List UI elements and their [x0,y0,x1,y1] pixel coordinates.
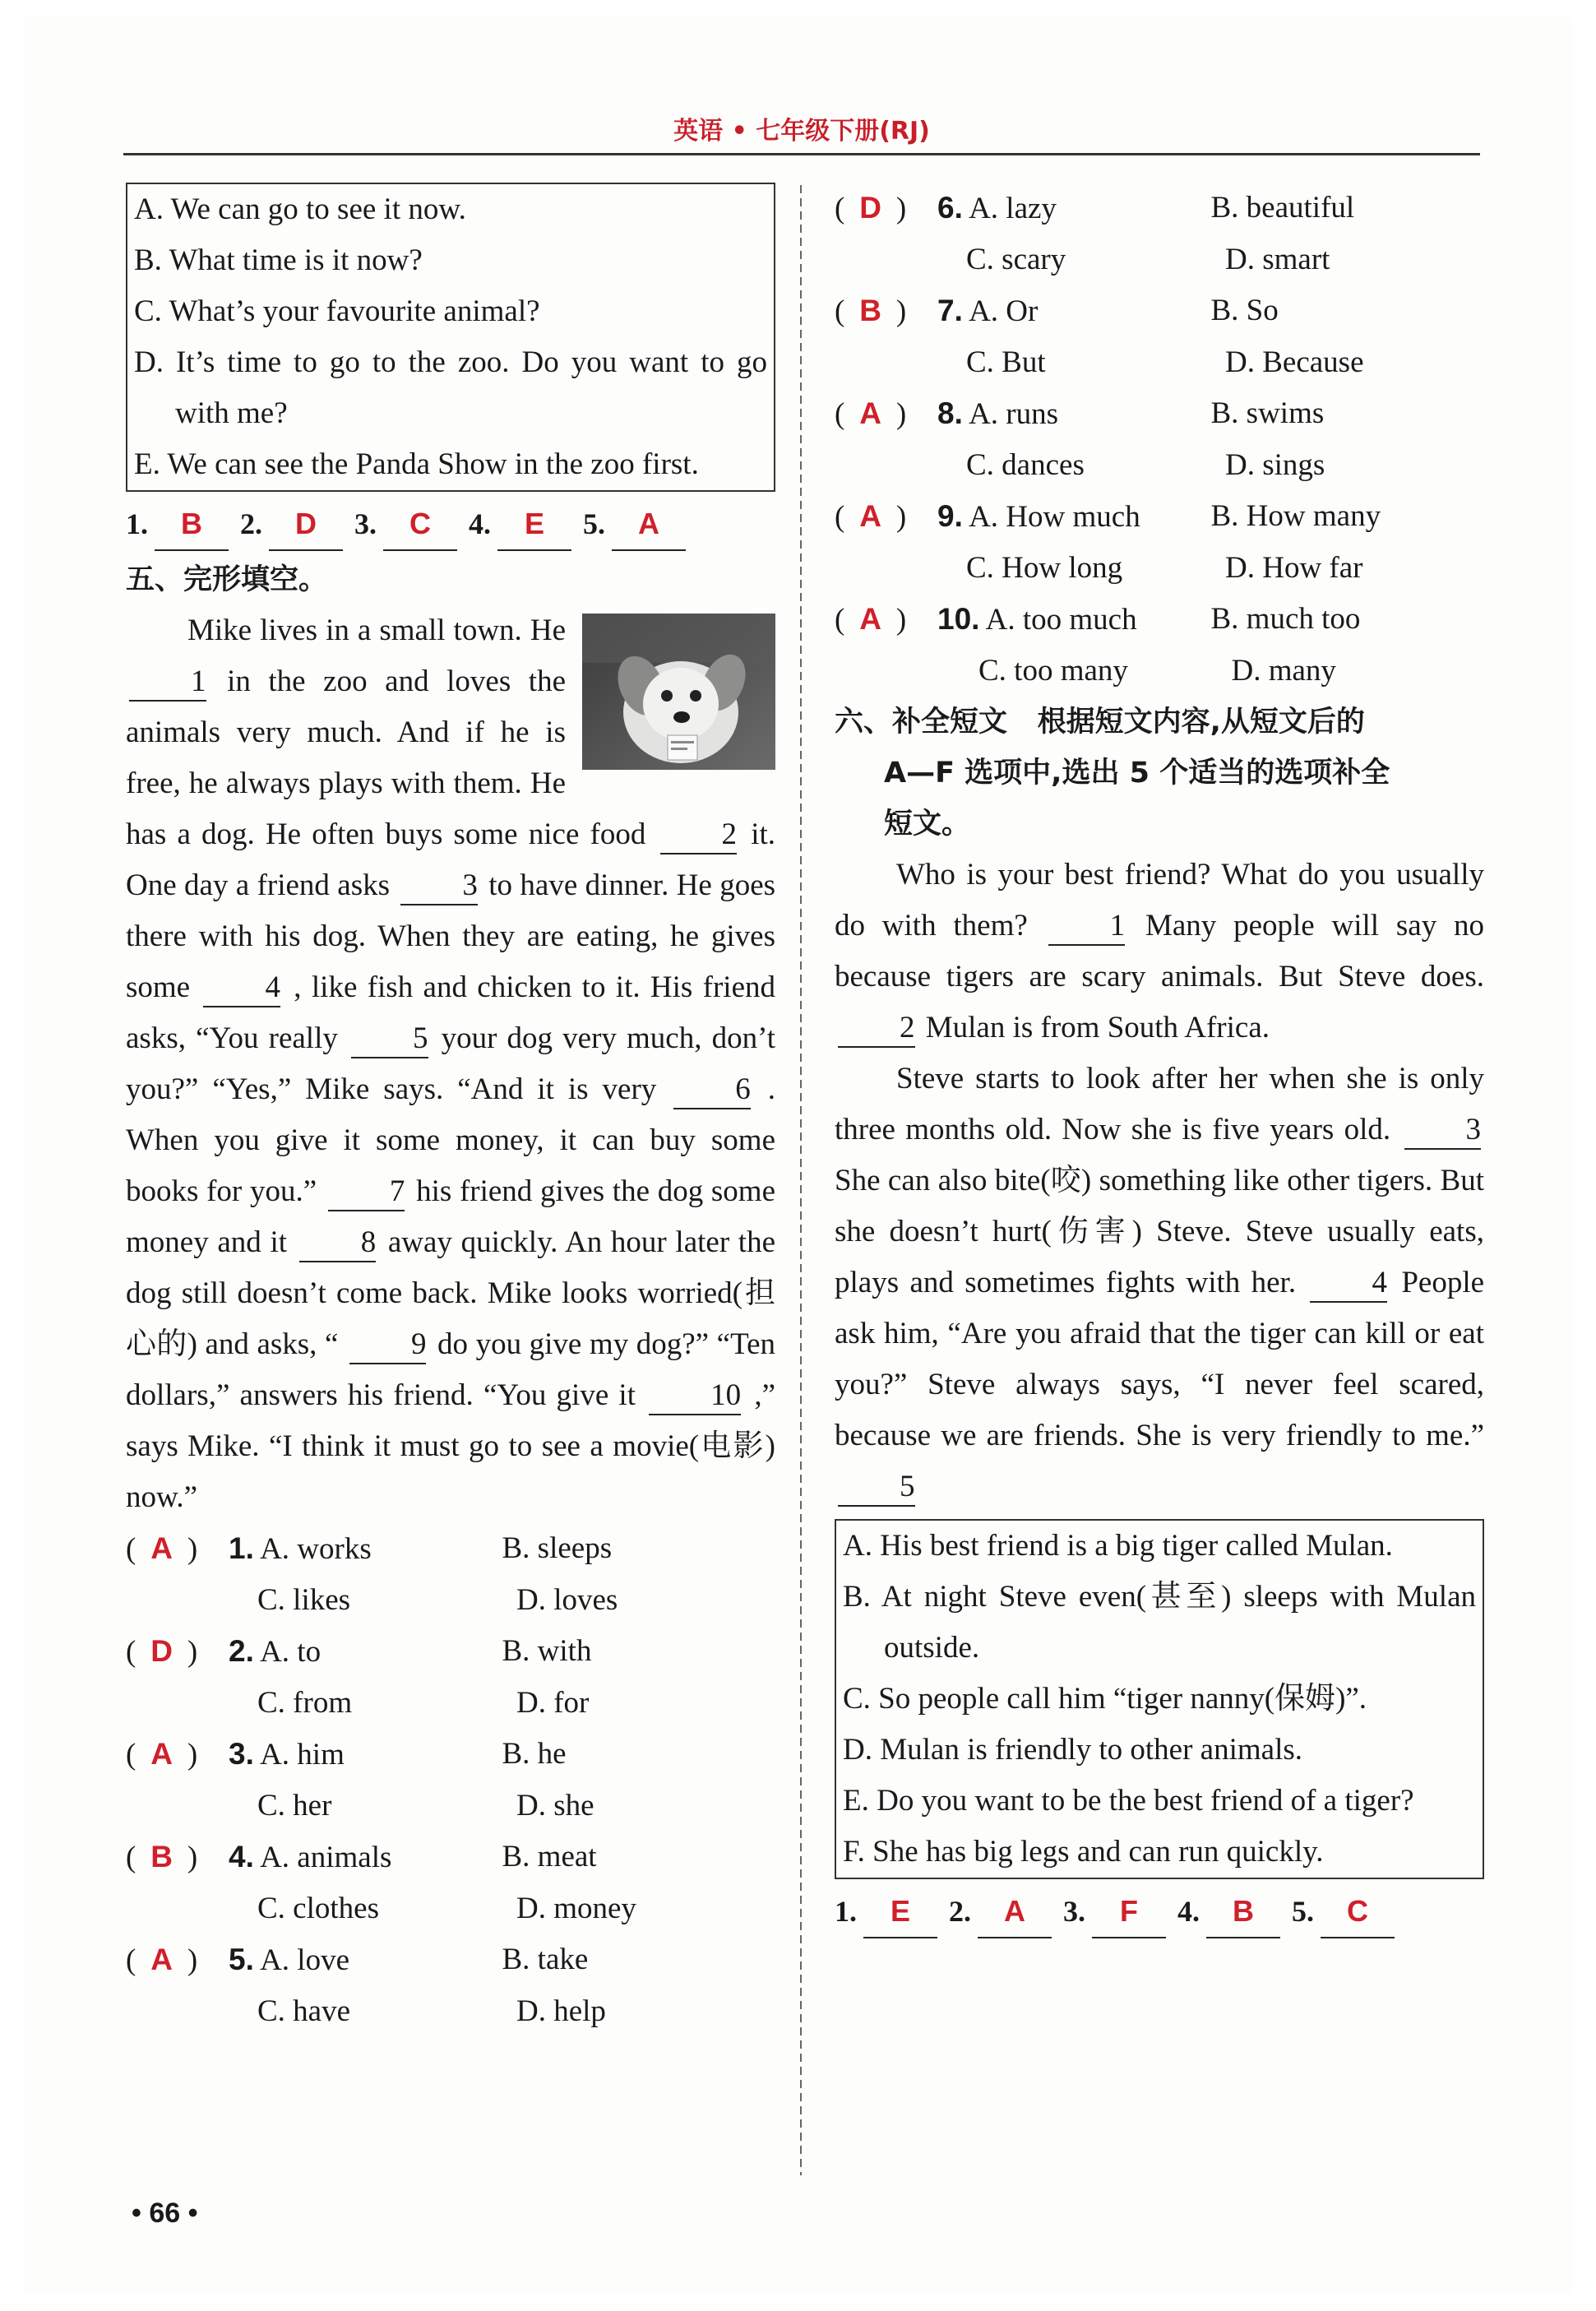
answer-number: 3. [354,507,377,540]
choice-a: A. runs [969,397,1059,431]
question-number: 4. [229,1840,254,1873]
choice-a: A. him [260,1738,345,1771]
choice-a: A. works [260,1532,372,1566]
answer-blank: B [1206,1886,1280,1938]
passage-text: in the zoo and loves the animals very much. And if he is free, he always plays with them. He has a dog. He often buys some nice food [126,665,646,851]
question-number: 1. [229,1531,254,1565]
choice-c: C. her [257,1789,332,1822]
question-row: ( A ) 10. A. too much B. much too [835,594,1484,646]
choice-a: A. Or [969,294,1039,328]
choice-c: C. dances [966,448,1085,482]
choice-b: B. sleeps [502,1531,613,1565]
choice-b: B. How many [1210,499,1381,533]
question-row-cont [126,1575,775,1626]
cloze-blank: 3 [400,868,478,905]
reading-passage [835,850,1484,1054]
cloze-blank: 2 [660,817,738,854]
question-row: ( B ) 7. A. Or B. So [835,285,1484,337]
choice-c: C. How long [966,551,1123,585]
passage-text: do you give my dog?” “Ten dollars,” answers his friend. “You give it [126,1327,776,1412]
answer-blank: F [1092,1886,1166,1938]
answer-number: 4. [1177,1895,1200,1928]
choice-a: A. to [260,1635,322,1669]
passage-text: it. One day a friend asks [126,817,776,902]
passage-text: She can also bite(咬) something like other tigers. But she doesn’t hurt(伤害) Steve. Steve usually eats, plays and sometimes fights with her. [835,1164,1484,1299]
choice-b: B. much too [1210,602,1361,636]
choice-d: D. How far [1225,551,1363,585]
choice-c: C. from [257,1686,353,1720]
option-item: C. So people call him “tiger nanny(保姆)”. [843,1682,1367,1716]
cloze-blank: 6 [673,1072,751,1109]
question-row-cont [835,543,1484,594]
choice-a: A. animals [260,1841,392,1874]
choice-c: C. But [966,345,1046,379]
choice-c: C. clothes [257,1892,379,1925]
cloze-blank: 7 [328,1174,405,1211]
choice-a: A. too much [985,603,1137,637]
passage-text: his friend gives the dog some money and it [126,1174,776,1259]
choice-d: D. smart [1225,243,1330,276]
answer-blank: E [497,498,571,551]
choice-b: B. swims [1210,396,1325,430]
passage-text: People ask him, “Are you afraid that the tiger can kill or eat you?” Steve always says, “I never feel scared, because we are friends. She is very friendly to me.” [835,1266,1485,1452]
question-number: 2. [229,1634,254,1668]
answer-item [240,498,343,551]
answer-item [469,498,571,551]
choice-c: C. too many [978,654,1128,688]
question-number: 6. [937,191,963,225]
question-row-cont [835,234,1484,285]
question-row-cont [835,440,1484,491]
question-row: ( D ) 2. A. to B. with [126,1626,775,1678]
answer-row [126,498,775,551]
question-row: ( A ) 5. A. love B. take [126,1934,775,1986]
answer-number: 1. [126,507,148,540]
choice-b: B. with [502,1634,592,1668]
answer-item [835,1886,937,1938]
answer-letter: B [150,1840,173,1873]
option-item: B. At night Steve even(甚至) sleeps with Mulan outside. [843,1580,1476,1665]
passage-text: , like fish and chicken to it. His friend asks, “You really [126,970,776,1055]
question-number: 7. [937,294,963,327]
question-number: 9. [937,499,963,533]
question-number: 3. [229,1737,254,1771]
answer-item [1177,1886,1280,1938]
passage-blank: 5 [838,1469,915,1507]
choice-d: D. sings [1225,448,1325,482]
cloze-blank: 4 [203,970,280,1007]
answer-number: 2. [240,507,262,540]
option-item: D. Mulan is friendly to other animals. [843,1733,1303,1767]
answer-blank: E [863,1886,937,1938]
passage-text: to have dinner. He goes there with his dog. When they are eating, he gives some [126,868,776,1004]
answer-letter: A [859,602,881,636]
choice-d: D. she [516,1789,594,1822]
answer-letter: B [859,294,881,327]
header-rule [123,153,1480,155]
cloze-blank: 8 [299,1225,377,1262]
option-item: A. We can go to see it now. [134,192,466,226]
choice-b: B. So [1210,294,1279,327]
section-instruction: 根据短文内容,从短文后的 [1037,706,1365,739]
choice-b: B. he [502,1737,567,1771]
right-column [835,183,1484,1942]
section-title: 五、完形填空。 [126,563,328,596]
answer-number: 2. [949,1895,971,1928]
choice-c: C. scary [966,243,1066,276]
question-row: ( A ) 8. A. runs B. swims [835,388,1484,440]
answer-item [949,1886,1052,1938]
answer-number: 4. [469,507,491,540]
answer-item [1063,1886,1166,1938]
question-row-cont [835,337,1484,388]
page-number: • 66 • [132,2198,198,2229]
choice-d: D. many [1231,654,1336,688]
option-item: E. We can see the Panda Show in the zoo first. [134,447,699,481]
answer-letter: A [150,1531,173,1565]
answer-number: 5. [1292,1895,1314,1928]
question-number: 5. [229,1943,254,1976]
question-row: ( A ) 3. A. him B. he [126,1729,775,1781]
choice-a: A. How much [969,500,1140,534]
question-row-cont [126,1986,775,2037]
answer-letter: A [859,396,881,430]
question-list [835,183,1484,697]
section-title-label: 六、补全短文 [835,706,1008,739]
choice-d: D. Because [1225,345,1364,379]
answer-item [126,498,229,551]
option-item: B. What time is it now? [134,243,423,277]
passage-text: Mulan is from South Africa. [925,1011,1270,1044]
answer-row [835,1886,1484,1938]
question-row: ( A ) 9. A. How much B. How many [835,491,1484,543]
answer-blank: C [1321,1886,1395,1938]
answer-number: 3. [1063,1895,1085,1928]
option-item: D. It’s time to go to the zoo. Do you want to go with me? [134,345,767,430]
choice-a: A. love [260,1943,350,1977]
answer-letter: D [859,191,881,225]
cloze-blank: 10 [649,1378,741,1415]
question-row: ( A ) 1. A. works B. sleeps [126,1523,775,1575]
option-item: E. Do you want to be the best friend of a tiger? [843,1784,1414,1818]
passage-text: away quickly. An hour later the dog still doesn’t come back. Mike looks worried(担心的) and asks, “ [126,1225,776,1361]
answer-blank: B [155,498,229,551]
column-divider [800,185,802,2175]
answer-blank: A [978,1886,1052,1938]
passage-text: ,” says Mike. “I think it must go to see a movie(电影) now.” [126,1378,776,1514]
answer-letter: A [150,1943,173,1976]
answer-letter: D [150,1634,173,1668]
choice-c: C. likes [257,1583,351,1617]
question-row: ( D ) 6. A. lazy B. beautiful [835,183,1484,234]
choice-b: B. take [502,1943,589,1976]
question-row: ( B ) 4. A. animals B. meat [126,1832,775,1883]
option-item: A. His best friend is a big tiger called Mulan. [843,1529,1393,1563]
option-item: C. What’s your favourite animal? [134,294,540,328]
option-item: F. She has big legs and can run quickly. [843,1835,1324,1869]
answer-blank: D [269,498,343,551]
choice-d: D. money [516,1892,636,1925]
passage-text: Many people will say no because tigers are scary animals. But Steve does. [835,909,1485,993]
choice-d: D. loves [516,1583,618,1617]
question-row-cont [835,646,1484,697]
passage-blank: 4 [1310,1265,1387,1303]
passage-text: your dog very much, don’t you?” “Yes,” Mike says. “And it is very [126,1021,776,1106]
passage-text: Steve starts to look after her when she is only three months old. Now she is five years old. [835,1062,1484,1146]
choice-d: D. help [516,1994,606,2028]
reading-passage [835,1054,1484,1512]
answer-number: 5. [583,507,605,540]
question-number: 10. [937,602,980,636]
answer-item [354,498,457,551]
answer-item [583,498,686,551]
question-row-cont [126,1883,775,1934]
answer-letter: A [150,1737,173,1771]
answer-blank: A [612,498,686,551]
passage-text: Mike lives in a small town. He [187,614,566,647]
answer-letter: A [859,499,881,533]
page-header: 英语 • 七年级下册(RJ) [673,117,930,146]
question-list [126,1523,775,2037]
cloze-passage [126,605,775,1523]
left-column [126,183,775,2037]
answer-blank: C [383,498,457,551]
section-instruction: 短文。 [884,808,971,841]
section-instruction: A—F 选项中,选出 5 个适当的选项补全 [884,757,1390,790]
question-row-cont [126,1678,775,1729]
passage-blank: 2 [838,1010,915,1048]
choice-b: B. meat [502,1840,597,1873]
options-box [835,1519,1484,1879]
cloze-blank: 5 [351,1021,428,1058]
section-title [835,697,1484,748]
options-box [126,183,775,492]
cloze-blank: 1 [129,664,206,702]
choice-d: D. for [516,1686,590,1720]
answer-item [1292,1886,1395,1938]
question-row-cont [126,1781,775,1832]
dog-photo [582,614,775,770]
passage-blank: 1 [1048,908,1126,946]
passage-text: Who is your best friend? What do you usually do with them? [835,858,1484,942]
choice-b: B. beautiful [1210,191,1355,225]
question-number: 8. [937,396,963,430]
passage-blank: 3 [1404,1112,1482,1150]
choice-a: A. lazy [969,192,1057,225]
passage-text: . When you give it some money, it can buy some books for you.” [126,1072,776,1208]
answer-number: 1. [835,1895,857,1928]
cloze-blank: 9 [349,1327,427,1364]
choice-c: C. have [257,1994,351,2028]
